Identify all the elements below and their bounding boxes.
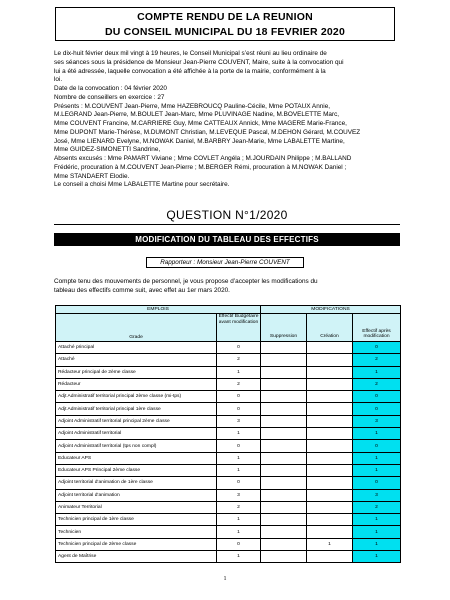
creation-cell [307, 366, 353, 378]
effectif-avant-cell: 2 [217, 378, 261, 390]
creation-cell [307, 415, 353, 427]
creation-cell [307, 391, 353, 403]
effectifs-table [55, 305, 401, 563]
effectif-avant-cell: 1 [217, 514, 261, 526]
intro-line: M.LEGRAND Jean-Pierre, M.BOULET Jean-Marc, Mme PLUVINAGE Nadine, M.BOVELETTE Marc, [54, 111, 340, 119]
creation-cell [307, 477, 353, 489]
suppression-cell [261, 403, 307, 415]
effectif-apres-cell: 1 [353, 526, 401, 538]
effectif-avant-cell: 0 [217, 538, 261, 550]
effectif-apres-cell: 0 [353, 403, 401, 415]
creation-cell [307, 403, 353, 415]
suppression-cell [261, 489, 307, 501]
suppression-cell [261, 342, 307, 354]
question-heading: QUESTION N°1/2020 [54, 208, 400, 225]
table-row [56, 440, 401, 452]
effectif-apres-cell: 0 [353, 440, 401, 452]
grade-cell: Educateur APS [56, 452, 217, 464]
table-row [56, 551, 401, 563]
section-banner: MODIFICATION DU TABLEAU DES EFFECTIFS [54, 233, 400, 246]
effectif-apres-cell: 0 [353, 342, 401, 354]
suppression-cell [261, 366, 307, 378]
intro-line: Mme DUPONT Marie-Thérèse, M.DUMONT Christian, M.LEVEQUE Pascal, M.DEHON Gérard, M.COUVEZ [54, 128, 361, 136]
suppression-cell [261, 452, 307, 464]
effectif-apres-cell: 1 [353, 428, 401, 440]
table-body [56, 342, 401, 563]
effectif-apres-cell: 1 [353, 366, 401, 378]
effectif-avant-cell: 1 [217, 366, 261, 378]
header-effectif-apres: Effectif après modification [353, 314, 401, 342]
header-emplois: EMPLOIS [56, 306, 261, 314]
grade-cell: Rédacteur [56, 378, 217, 390]
effectif-apres-cell: 1 [353, 551, 401, 563]
table-row [56, 477, 401, 489]
effectif-apres-cell: 1 [353, 452, 401, 464]
effectif-apres-cell: 0 [353, 391, 401, 403]
suppression-cell [261, 440, 307, 452]
grade-cell: Adjt Administratif territorial principal 1ère classe [56, 403, 217, 415]
effectif-apres-cell: 3 [353, 489, 401, 501]
suppression-cell [261, 354, 307, 366]
report-title-line1: COMPTE RENDU DE LA REUNION [137, 11, 313, 23]
effectif-apres-cell: 3 [353, 415, 401, 427]
effectif-apres-cell: 1 [353, 538, 401, 550]
effectif-apres-cell: 1 [353, 464, 401, 476]
grade-cell: Technicien [56, 526, 217, 538]
effectif-avant-cell: 0 [217, 342, 261, 354]
effectif-apres-cell: 2 [353, 354, 401, 366]
creation-cell [307, 342, 353, 354]
suppression-cell [261, 415, 307, 427]
header-effectif-avant: Effectif Budgétaire avant modification [217, 314, 261, 342]
header-creation: Création [307, 314, 353, 342]
table-row [56, 378, 401, 390]
suppression-cell [261, 464, 307, 476]
effectif-avant-cell: 0 [217, 403, 261, 415]
effectif-avant-cell: 3 [217, 489, 261, 501]
page-number: 1 [223, 576, 227, 582]
paragraph-line: tableau des effectifs comme suit, avec effet au 1er mars 2020. [54, 286, 230, 294]
rapporteur-box: Rapporteur : Monsieur Jean-Pierre COUVENT [146, 257, 304, 268]
intro-line: Date de la convocation : 04 février 2020 [54, 85, 167, 92]
effectif-avant-cell: 1 [217, 551, 261, 563]
creation-cell [307, 514, 353, 526]
effectif-avant-cell: 1 [217, 452, 261, 464]
intro-line: ses séances sous la présidence de Monsieur Jean-Pierre COUVENT, Maire, suite à la convocation qui [54, 58, 344, 66]
grade-cell: Adjoint Administratif territorial [56, 428, 217, 440]
creation-cell [307, 526, 353, 538]
intro-line: Présents : M.COUVENT Jean-Pierre, Mme HAZEBROUCQ Pauline-Cécile, Mme POTAUX Annie, [54, 102, 331, 110]
report-title-box [55, 7, 395, 41]
table-row [56, 415, 401, 427]
table-row [56, 538, 401, 550]
effectif-avant-cell: 0 [217, 477, 261, 489]
paragraph-line: Compte tenu des mouvements de personnel, je vous propose d’accepter les modifications du [54, 278, 318, 285]
intro-line: Mme GUIDEZ-SIMONETTI Sandrine, [54, 146, 161, 154]
intro-line: Le conseil a choisi Mme LABALETTE Martine pour secrétaire. [54, 181, 230, 189]
grade-cell: Adjoint Administratif territorial principal 2ème classe [56, 415, 217, 427]
creation-cell [307, 501, 353, 513]
suppression-cell [261, 378, 307, 390]
intro-line: Nombre de conseillers en exercice : 27 [54, 93, 165, 101]
proposal-paragraph [54, 278, 402, 296]
table-row [56, 526, 401, 538]
grade-cell: Technicien principal de 1ère classe [56, 514, 217, 526]
table-row [56, 464, 401, 476]
creation-cell [307, 464, 353, 476]
creation-cell [307, 378, 353, 390]
table-row [56, 366, 401, 378]
table-row [56, 452, 401, 464]
suppression-cell [261, 477, 307, 489]
table-row [56, 514, 401, 526]
effectif-apres-cell: 2 [353, 378, 401, 390]
creation-cell [307, 489, 353, 501]
suppression-cell [261, 551, 307, 563]
grade-cell: Agent de Maîtrise [56, 551, 217, 563]
effectif-avant-cell: 0 [217, 391, 261, 403]
effectif-avant-cell: 2 [217, 354, 261, 366]
intro-line: Mme COUVENT Francine, M.CARRIERE Guy, Mme CATTEAUX Annick, Mme MAGERE Marie-France, [54, 120, 347, 127]
suppression-cell [261, 428, 307, 440]
creation-cell [307, 452, 353, 464]
suppression-cell [261, 501, 307, 513]
grade-cell: Animateur Territorial [56, 501, 217, 513]
effectif-apres-cell: 0 [353, 477, 401, 489]
header-grade: Grade [56, 314, 217, 342]
grade-cell: Attaché principal [56, 342, 217, 354]
header-modifications: MODIFICATIONS [261, 306, 401, 314]
suppression-cell [261, 538, 307, 550]
intro-line: José, Mme LIENARD Evelyne, M.NOWAK Daniel, M.BARBRY Jean-Marie, Mme LABALETTE Martine, [54, 137, 345, 145]
intro-text [54, 50, 402, 190]
effectif-avant-cell: 3 [217, 415, 261, 427]
table-row [56, 342, 401, 354]
table-row [56, 489, 401, 501]
table-row [56, 354, 401, 366]
grade-cell: Adjoint territorial d’animation de 1ère classe [56, 477, 217, 489]
grade-cell: Adjoint Administratif territorial (tps non compl) [56, 440, 217, 452]
grade-cell: Rédacteur principal de 2ème classe [56, 366, 217, 378]
grade-cell: Attaché [56, 354, 217, 366]
intro-line: Le dix-huit février deux mil vingt à 19 heures, le Conseil Municipal s’est réuni au lieu ordinaire de [54, 50, 327, 57]
intro-line: Absents excusés : Mme PAMART Viviane ; Mme COVLET Angéla ; M.JOURDAIN Philippe ; M.BALLAND [54, 155, 352, 162]
grade-cell: Adjoint territorial d’animation [56, 489, 217, 501]
grade-cell: Adjt Administratif territorial principal 2ème classe (mi-tps) [56, 391, 217, 403]
creation-cell [307, 551, 353, 563]
header-suppression: Suppression [261, 314, 307, 342]
effectif-avant-cell: 1 [217, 464, 261, 476]
table-row [56, 428, 401, 440]
intro-line: Frédéric, procuration à M.COUVENT Jean-Pierre ; M.BERGER Rémi, procuration à M.NOWAK Daniel ; [54, 163, 347, 171]
creation-cell [307, 354, 353, 366]
intro-line: lui a été adressée, laquelle convocation a été affichée à la porte de la mairie, conformément à la [54, 67, 326, 75]
table-row [56, 501, 401, 513]
grade-cell: Technicien principal de 2ème classe [56, 538, 217, 550]
suppression-cell [261, 514, 307, 526]
effectif-avant-cell: 1 [217, 428, 261, 440]
grade-cell: Educateur APS Principal 2ème classe [56, 464, 217, 476]
effectif-avant-cell: 0 [217, 440, 261, 452]
intro-line: Mme STANDAERT Elodie. [54, 172, 130, 180]
report-title-line2: DU CONSEIL MUNICIPAL DU 18 FEVRIER 2020 [104, 25, 346, 38]
table-row [56, 391, 401, 403]
suppression-cell [261, 391, 307, 403]
table-row [56, 403, 401, 415]
creation-cell [307, 428, 353, 440]
creation-cell: 1 [307, 538, 353, 550]
intro-line: loi. [54, 76, 63, 84]
effectif-avant-cell: 2 [217, 501, 261, 513]
effectif-apres-cell: 2 [353, 501, 401, 513]
creation-cell [307, 440, 353, 452]
effectif-avant-cell: 1 [217, 526, 261, 538]
suppression-cell [261, 526, 307, 538]
effectif-apres-cell: 1 [353, 514, 401, 526]
